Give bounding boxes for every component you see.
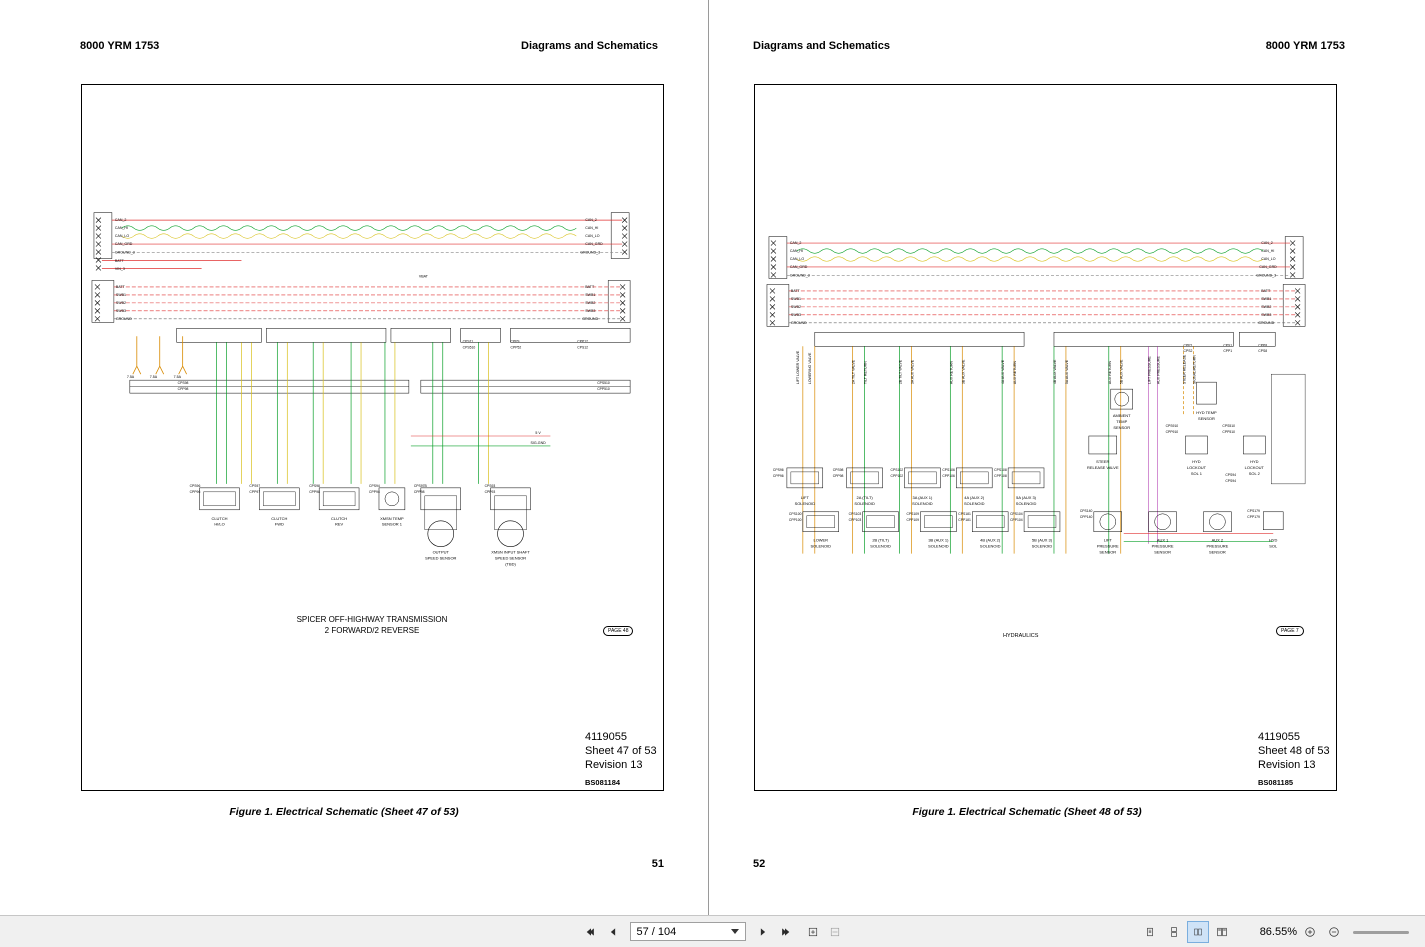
svg-text:SWB2: SWB2: [790, 304, 802, 309]
svg-text:SENSOR: SENSOR: [1113, 425, 1131, 431]
svg-text:VIN_3: VIN_3: [114, 266, 125, 271]
svg-text:TEMP: TEMP: [1116, 419, 1128, 425]
svg-text:CPP510: CPP510: [597, 387, 610, 392]
svg-text:2A TILT VALVE: 2A TILT VALVE: [851, 360, 856, 385]
svg-text:CPS93: CPS93: [484, 483, 496, 488]
svg-text:CPS179: CPS179: [1247, 508, 1260, 513]
svg-text:SWB1: SWB1: [115, 292, 127, 297]
svg-text:CPS94: CPS94: [369, 483, 380, 488]
bs-code-2: BS081185: [1258, 778, 1294, 787]
document-page-right[interactable]: [709, 0, 1425, 915]
svg-text:3B AUX VALVE: 3B AUX VALVE: [961, 359, 966, 385]
header-right-2: 8000 YRM 1753: [1265, 40, 1345, 52]
svg-text:AUX RETURN: AUX RETURN: [949, 360, 954, 385]
svg-text:SWB3: SWB3: [790, 312, 802, 317]
svg-text:STEER: STEER: [1096, 458, 1110, 464]
svg-text:SENSOR: SENSOR: [1198, 416, 1215, 422]
drawing-title-left: [247, 614, 497, 636]
svg-text:LIFT: LIFT: [1103, 537, 1112, 543]
page-number-input[interactable]: [630, 922, 746, 941]
svg-text:CPS109: CPS109: [906, 511, 920, 516]
schematic-drawing-left: [82, 85, 663, 790]
svg-text:4B (AUX 2): 4B (AUX 2): [980, 537, 1001, 543]
svg-text:SWB2: SWB2: [1261, 304, 1272, 309]
svg-text:7.5A: 7.5A: [149, 375, 158, 380]
svg-text:CAN_GRD: CAN_GRD: [585, 242, 603, 247]
svg-text:SENSOR 1: SENSOR 1: [381, 521, 402, 527]
svg-text:GROUND: GROUND: [582, 316, 599, 321]
svg-text:CPS96: CPS96: [772, 467, 784, 472]
svg-text:HI/LO: HI/LO: [214, 521, 225, 527]
svg-text:GROUND: GROUND: [790, 320, 807, 325]
zoom-level-label: 86.55%: [1259, 926, 1297, 938]
svg-text:3A (AUX 1): 3A (AUX 1): [912, 494, 933, 500]
svg-text:CPP94: CPP94: [369, 489, 380, 494]
svg-text:GROUND: GROUND: [115, 316, 132, 321]
svg-text:GROUND_3: GROUND_3: [114, 250, 135, 255]
two-page-view-button[interactable]: [1187, 921, 1209, 943]
svg-text:TILT RETURN: TILT RETURN: [863, 361, 868, 385]
svg-text:CPS102: CPS102: [890, 467, 904, 472]
book-view-button[interactable]: [1211, 921, 1233, 943]
drawing-number: 4119055: [585, 731, 628, 743]
svg-text:CPP181: CPP181: [958, 517, 971, 522]
svg-text:CPS94: CPS94: [1225, 472, 1237, 477]
svg-text:4B AUX VALVE: 4B AUX VALVE: [1052, 359, 1057, 385]
svg-text:5A (AUX 3): 5A (AUX 3): [1016, 494, 1036, 500]
svg-text:CPS97B: CPS97B: [413, 483, 427, 488]
svg-text:LIFT LOWER VALVE: LIFT LOWER VALVE: [795, 350, 800, 385]
viewer-toolbar[interactable]: [0, 915, 1425, 947]
svg-text:SOLENOID: SOLENOID: [794, 500, 816, 506]
svg-text:CPS510: CPS510: [462, 345, 476, 350]
svg-text:CPP104: CPP104: [1010, 517, 1023, 522]
svg-text:SOLENOID: SOLENOID: [928, 543, 949, 549]
svg-text:CPS94: CPS94: [1225, 478, 1237, 483]
svg-text:CAN_2: CAN_2: [114, 218, 127, 223]
next-page-button[interactable]: [752, 921, 774, 943]
svg-text:CLUTCH: CLUTCH: [211, 515, 228, 521]
svg-text:7.5A: 7.5A: [173, 375, 182, 380]
svg-text:CPS96: CPS96: [189, 483, 201, 488]
svg-text:SWB3: SWB3: [585, 308, 596, 313]
figure-caption-right: Figure 1. Electrical Schematic (Sheet 48 of 53): [912, 806, 1142, 818]
svg-text:CPP103: CPP103: [848, 517, 862, 522]
svg-text:BATT: BATT: [115, 284, 125, 289]
page-number-right: 52: [753, 858, 766, 870]
svg-text:4A AUX VALVE: 4A AUX VALVE: [1001, 359, 1006, 385]
svg-text:AUX RETURN: AUX RETURN: [1107, 360, 1112, 385]
svg-text:CAN_2: CAN_2: [789, 241, 802, 246]
zoom-slider[interactable]: [1353, 931, 1409, 934]
zoom-out-button[interactable]: [1323, 921, 1345, 943]
svg-text:VBAT: VBAT: [418, 274, 428, 279]
svg-text:HYD: HYD: [1269, 537, 1278, 543]
svg-text:5B AUX VALVE: 5B AUX VALVE: [1119, 359, 1124, 385]
svg-text:CPS1: CPS1: [1223, 343, 1233, 348]
sheet-number-2: Sheet 48 of 53: [1258, 745, 1330, 757]
svg-text:CAN_LO: CAN_LO: [114, 234, 130, 239]
svg-text:CPS510: CPS510: [1222, 424, 1235, 429]
svg-text:CPS2: CPS2: [1183, 349, 1193, 354]
svg-text:CPP8: CPP8: [1258, 343, 1268, 348]
svg-text:PRESSURE: PRESSURE: [1096, 543, 1119, 549]
revision-number: Revision 13: [585, 759, 643, 771]
svg-text:CAN_GRD: CAN_GRD: [1259, 264, 1277, 269]
svg-text:SWB2: SWB2: [115, 300, 127, 305]
svg-text:SOLENOID: SOLENOID: [1015, 500, 1037, 506]
svg-text:CPP98: CPP98: [177, 387, 189, 392]
svg-text:7.5A: 7.5A: [126, 375, 135, 380]
svg-text:SIG-GND: SIG-GND: [530, 440, 546, 445]
svg-text:PRESSURE: PRESSURE: [1151, 543, 1174, 549]
svg-text:CPS98: CPS98: [177, 381, 189, 386]
svg-text:CAN_2: CAN_2: [1261, 241, 1273, 246]
svg-text:SWB3: SWB3: [115, 308, 127, 313]
svg-text:CPS98: CPS98: [309, 483, 320, 488]
svg-text:CAN_HI: CAN_HI: [114, 226, 129, 231]
svg-text:SWB3: SWB3: [1261, 312, 1272, 317]
svg-text:CAN_HI: CAN_HI: [1261, 249, 1275, 254]
svg-text:SWB1: SWB1: [585, 292, 596, 297]
svg-text:SPEED SENSOR: SPEED SENSOR: [494, 555, 527, 561]
svg-text:SENSOR: SENSOR: [1099, 549, 1117, 555]
svg-text:CPP106: CPP106: [942, 473, 955, 478]
svg-text:CPP179: CPP179: [1247, 514, 1260, 519]
svg-text:GROUND_3: GROUND_3: [789, 273, 810, 278]
fit-width-button[interactable]: [824, 921, 846, 943]
svg-text:AUX 2: AUX 2: [1211, 537, 1224, 543]
svg-text:CPS181: CPS181: [958, 511, 971, 516]
svg-text:CPS100: CPS100: [788, 511, 802, 516]
svg-text:CPP1: CPP1: [1223, 349, 1233, 354]
svg-text:AMBIENT: AMBIENT: [1112, 413, 1131, 419]
svg-text:CPP97: CPP97: [249, 489, 261, 494]
svg-text:SOL: SOL: [1269, 543, 1278, 549]
hydraulics-section-label: HYDRAULICS: [1003, 633, 1039, 639]
svg-text:CPS98: CPS98: [832, 467, 844, 472]
svg-text:BATT: BATT: [1261, 288, 1271, 293]
svg-text:XMSN TEMP: XMSN TEMP: [380, 515, 404, 521]
drawing-number-2: 4119055: [1258, 731, 1301, 743]
svg-text:GROUND_3: GROUND_3: [1256, 273, 1277, 278]
schematic-frame-right: [754, 84, 1337, 791]
svg-text:GROUND: GROUND: [1258, 320, 1275, 325]
sheet-block-right: [1258, 730, 1330, 790]
svg-text:CPP108: CPP108: [994, 473, 1007, 478]
svg-text:LOCKOUT: LOCKOUT: [1186, 464, 1207, 470]
svg-text:CPS104: CPS104: [1010, 511, 1023, 516]
svg-text:CPS103: CPS103: [848, 511, 862, 516]
svg-text:CPS12: CPS12: [577, 345, 588, 350]
svg-text:XMSN INPUT SHAFT: XMSN INPUT SHAFT: [491, 549, 530, 555]
svg-text:2B (TILT): 2B (TILT): [872, 537, 889, 543]
svg-text:SOLENOID: SOLENOID: [810, 543, 832, 549]
svg-text:CPS97: CPS97: [249, 483, 261, 488]
single-page-view-button[interactable]: [1139, 921, 1161, 943]
svg-text:LOWERING VALVE: LOWERING VALVE: [807, 352, 812, 385]
page-ref-arrow-left[interactable]: PAGE 48: [603, 626, 633, 636]
svg-text:CPS910: CPS910: [1165, 424, 1179, 429]
svg-text:CAN_LO: CAN_LO: [585, 234, 600, 239]
header-left: 8000 YRM 1753: [80, 40, 160, 52]
svg-text:CLUTCH: CLUTCH: [271, 515, 288, 521]
page-navigation-group[interactable]: [580, 921, 846, 943]
svg-text:CPP98: CPP98: [413, 489, 425, 494]
figure-caption-left: Figure 1. Electrical Schematic (Sheet 47 of 53): [229, 806, 459, 818]
svg-text:OUTPUT: OUTPUT: [432, 549, 449, 555]
svg-text:2B TILT VALVE: 2B TILT VALVE: [898, 359, 903, 385]
svg-text:CAN_LO: CAN_LO: [789, 257, 805, 262]
svg-text:CPP96: CPP96: [189, 489, 201, 494]
svg-text:CPP1: CPP1: [1183, 343, 1193, 348]
svg-text:SPEED SENSOR: SPEED SENSOR: [425, 555, 457, 561]
last-page-button[interactable]: [774, 921, 796, 943]
revision-number-2: Revision 13: [1258, 759, 1316, 771]
svg-text:BATT: BATT: [585, 284, 595, 289]
svg-text:SOL 1: SOL 1: [1190, 470, 1203, 476]
svg-text:GROUND_3: GROUND_3: [580, 250, 601, 255]
svg-text:CPP93: CPP93: [484, 489, 496, 494]
header-left-2: Diagrams and Schematics: [753, 40, 890, 52]
schematic-drawing-right: [755, 85, 1336, 790]
svg-text:SOLENOID: SOLENOID: [1031, 543, 1053, 549]
svg-text:PRESSURE: PRESSURE: [1206, 543, 1229, 549]
svg-text:CPP52: CPP52: [510, 345, 522, 350]
svg-text:5A AUX VALVE: 5A AUX VALVE: [1064, 359, 1069, 385]
svg-text:CPP140: CPP140: [1079, 514, 1093, 519]
svg-text:SOL 2: SOL 2: [1248, 470, 1260, 476]
svg-text:SOLENOID: SOLENOID: [912, 500, 933, 506]
svg-text:CPP98: CPP98: [832, 473, 844, 478]
svg-text:FWD: FWD: [274, 521, 284, 527]
svg-text:CPS510: CPS510: [597, 381, 610, 386]
svg-text:CPP102: CPP102: [890, 473, 904, 478]
svg-text:CPS140: CPS140: [1079, 508, 1093, 513]
svg-text:4A (AUX 2): 4A (AUX 2): [964, 494, 985, 500]
svg-text:HYD TEMP: HYD TEMP: [1196, 410, 1217, 416]
zoom-in-button[interactable]: [1299, 921, 1321, 943]
svg-text:SOLENOID: SOLENOID: [854, 500, 875, 506]
schematic-frame-left: [81, 84, 664, 791]
page-number-left: 51: [651, 858, 664, 870]
svg-text:LOWER: LOWER: [813, 537, 829, 543]
svg-text:CAN_GRD: CAN_GRD: [789, 264, 808, 269]
sheet-block-left: [585, 730, 657, 790]
page-number-value: 57 / 104: [636, 925, 677, 938]
bs-code: BS081184: [585, 778, 621, 787]
drawing-title-line2: 2 FORWARD/2 REVERSE: [324, 626, 420, 635]
svg-text:CLUTCH: CLUTCH: [331, 515, 348, 521]
first-page-button[interactable]: [580, 921, 602, 943]
svg-text:(TBD): (TBD): [505, 561, 516, 567]
svg-text:CAN_2: CAN_2: [585, 218, 597, 223]
sheet-number: Sheet 47 of 53: [585, 745, 657, 757]
svg-text:SOLENOID: SOLENOID: [963, 500, 985, 506]
svg-text:CPS8: CPS8: [1258, 349, 1268, 354]
svg-text:REV: REV: [335, 521, 344, 527]
svg-text:CPS108: CPS108: [994, 467, 1007, 472]
svg-text:CPP9: CPP9: [510, 339, 520, 344]
svg-text:SENSOR: SENSOR: [1209, 549, 1226, 555]
drawing-title-line1: SPICER OFF-HIGHWAY TRANSMISSION: [296, 615, 448, 624]
view-mode-and-zoom-group[interactable]: [1139, 916, 1425, 947]
svg-text:AUX RETURN: AUX RETURN: [1013, 360, 1018, 385]
svg-text:LIFT PRESSURE: LIFT PRESSURE: [1147, 356, 1152, 385]
svg-text:STEER RELEASE: STEER RELEASE: [1182, 354, 1187, 385]
svg-text:CPP98: CPP98: [309, 489, 320, 494]
svg-text:SIGNAL/RETURN: SIGNAL/RETURN: [1192, 355, 1197, 385]
svg-text:HYD: HYD: [1250, 458, 1259, 464]
svg-text:HYD: HYD: [1192, 458, 1201, 464]
svg-text:AUX 1: AUX 1: [1156, 537, 1169, 543]
svg-text:5 V: 5 V: [535, 431, 541, 436]
document-page-left[interactable]: [0, 0, 708, 915]
svg-text:SWB2: SWB2: [585, 300, 596, 305]
svg-text:3B (AUX 1): 3B (AUX 1): [928, 537, 949, 543]
svg-text:LOCKOUT: LOCKOUT: [1244, 464, 1264, 470]
svg-text:CAN_GRD: CAN_GRD: [114, 242, 133, 247]
svg-text:CPP96: CPP96: [772, 473, 784, 478]
svg-text:SOLENOID: SOLENOID: [870, 543, 891, 549]
svg-text:5B (AUX 3): 5B (AUX 3): [1031, 537, 1053, 543]
svg-text:3A AUX VALVE: 3A AUX VALVE: [910, 359, 915, 385]
svg-text:2A (TILT): 2A (TILT): [856, 494, 873, 500]
svg-text:SOLENOID: SOLENOID: [979, 543, 1001, 549]
svg-text:CAN_LO: CAN_LO: [1261, 257, 1276, 262]
chevron-down-icon[interactable]: [731, 929, 739, 934]
fit-page-button[interactable]: [802, 921, 824, 943]
svg-text:CAN_HI: CAN_HI: [789, 249, 804, 254]
svg-text:CPP12: CPP12: [577, 339, 588, 344]
svg-text:RELEASE VALVE: RELEASE VALVE: [1086, 464, 1119, 470]
svg-text:CPP910: CPP910: [1165, 430, 1179, 435]
continuous-page-view-button[interactable]: [1163, 921, 1185, 943]
svg-text:CPS11: CPS11: [462, 339, 474, 344]
svg-text:AUX PRESSURE: AUX PRESSURE: [1156, 356, 1161, 385]
svg-text:SWB1: SWB1: [790, 296, 802, 301]
page-ref-arrow-right[interactable]: PAGE 7: [1276, 626, 1304, 636]
svg-text:SWB1: SWB1: [1261, 296, 1272, 301]
svg-text:CPP100: CPP100: [788, 517, 802, 522]
svg-text:BATT: BATT: [114, 258, 124, 263]
svg-text:SENSOR: SENSOR: [1154, 549, 1171, 555]
svg-text:CPP109: CPP109: [906, 517, 920, 522]
svg-text:CAN_HI: CAN_HI: [585, 226, 599, 231]
svg-text:CPP510: CPP510: [1222, 430, 1235, 435]
previous-page-button[interactable]: [602, 921, 624, 943]
svg-text:CPS106: CPS106: [942, 467, 955, 472]
svg-text:LIFT: LIFT: [800, 494, 809, 500]
svg-text:BATT: BATT: [790, 288, 800, 293]
header-right: Diagrams and Schematics: [521, 40, 658, 52]
